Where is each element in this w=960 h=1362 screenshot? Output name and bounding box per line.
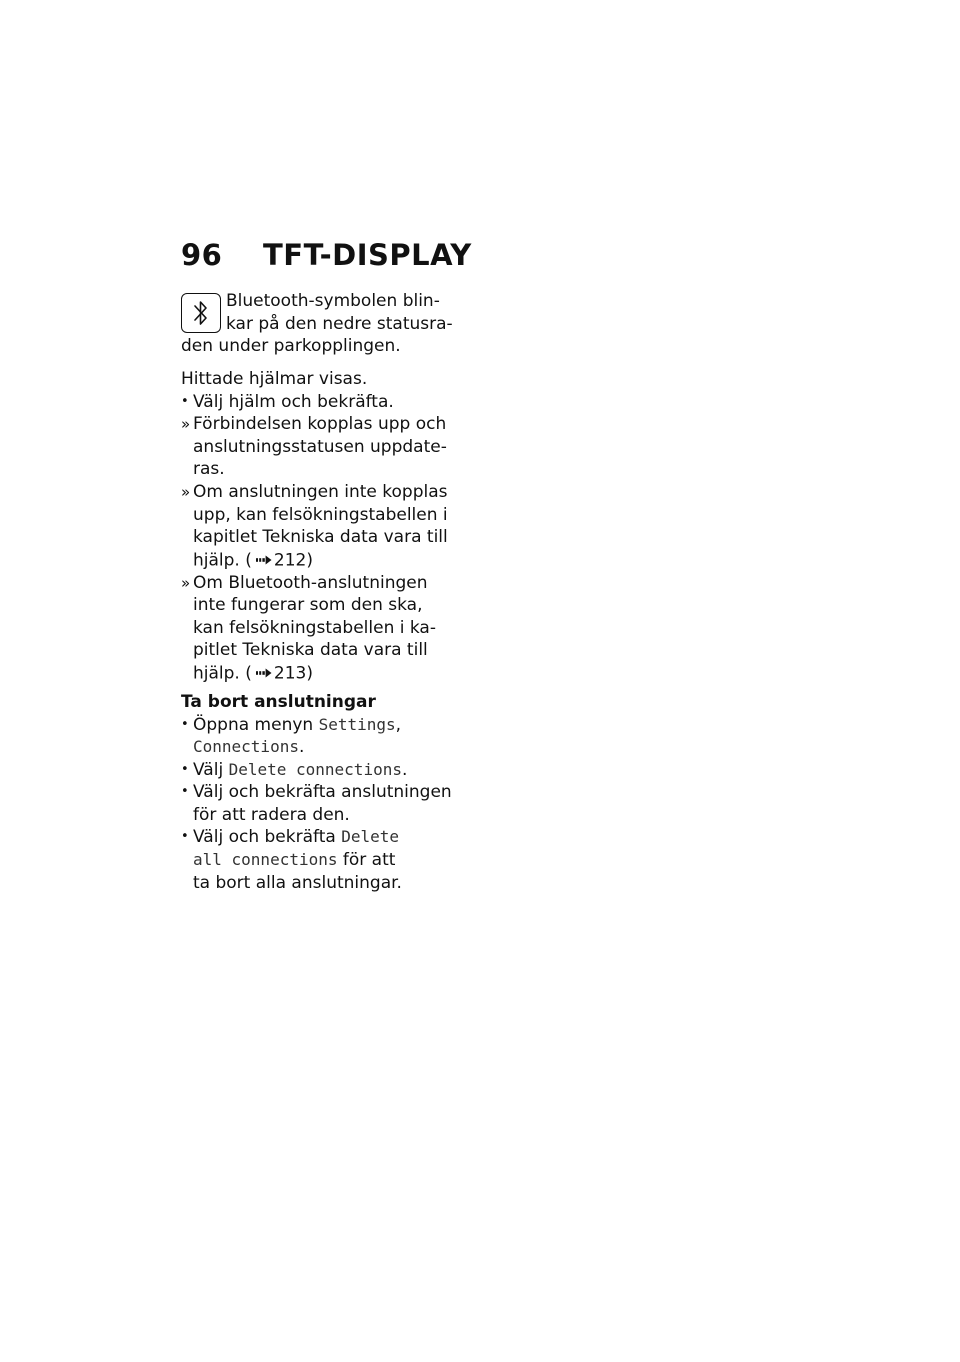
result-marker: » (181, 482, 191, 501)
page-reference-213[interactable]: 213 (273, 663, 307, 684)
found-helmets-text: Hittade hjälmar visas. (181, 369, 368, 389)
bluetooth-text-line-2: kar på den nedre statusra- (226, 313, 453, 334)
page-reference-arrow-icon (256, 662, 272, 685)
result-marker: » (181, 573, 191, 592)
menu-delete-connections: Delete connections (228, 759, 402, 779)
page-number: 96 (181, 238, 223, 272)
menu-connections: Connections (193, 737, 299, 757)
bullet-marker: • (181, 393, 189, 409)
bullet-marker: • (181, 829, 189, 845)
page-header (181, 238, 472, 272)
menu-settings: Settings (318, 714, 396, 734)
step-open-menu: • Öppna menyn Settings, Connections. (181, 714, 402, 758)
result-connection-established: » Förbindelsen kopplas upp och anslutningsstatusen uppdate- ras. (181, 414, 447, 480)
menu-delete-all-part1: Delete (341, 827, 399, 847)
step-select-helmet: • Välj hjälm och bekräfta. (181, 391, 394, 412)
bullet-marker: • (181, 716, 189, 732)
page-reference-arrow-icon (256, 549, 272, 572)
bluetooth-note (181, 290, 453, 358)
bluetooth-text-line-3: den under parkopplingen. (181, 336, 401, 357)
step-select-delete: • Välj Delete connections. (181, 759, 408, 780)
section-title: Ta bort anslutningar (181, 691, 376, 712)
page-reference-212[interactable]: 212 (273, 550, 307, 571)
bullet-marker: • (181, 761, 189, 777)
menu-delete-all-part2: all connections (193, 850, 338, 870)
chapter-title: TFT-DISPLAY (263, 238, 472, 272)
result-marker: » (181, 415, 191, 434)
bluetooth-icon (181, 293, 221, 333)
bluetooth-text-line-1: Bluetooth-symbolen blin- (226, 291, 440, 311)
step-delete-all: • Välj och bekräfta Delete all connections för att ta bort alla anslutningar. (181, 827, 402, 893)
step-confirm-connection: • Välj och bekräfta anslutningen för att radera den. (181, 782, 452, 825)
bullet-marker: • (181, 784, 189, 800)
result-bluetooth-malfunction: » Om Bluetooth-anslutningen inte fungerar som den ska, kan felsökningstabellen i ka- pitlet Tekniska data vara till hjälp. ( 213) (181, 572, 436, 684)
content-column (181, 290, 453, 894)
result-connection-failed: » Om anslutningen inte kopplas upp, kan felsökningstabellen i kapitlet Tekniska data vara till hjälp. ( 212) (181, 481, 448, 571)
